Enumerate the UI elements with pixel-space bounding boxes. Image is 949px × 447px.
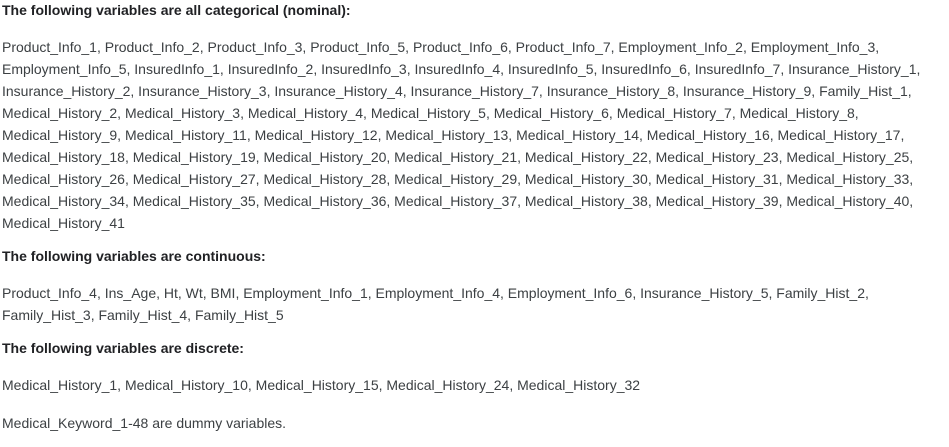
dummy-variables-note: Medical_Keyword_1-48 are dummy variables.	[2, 415, 287, 431]
continuous-heading: The following variables are continuous:	[2, 248, 266, 264]
categorical-variables-list: Product_Info_1, Product_Info_2, Product_Info_3, Product_Info_5, Product_Info_6, Product_Info_7, Employment_Info_2, Employment_Info_3, Employment_Info_5, InsuredInfo_1, InsuredInfo_2, InsuredInfo_3, InsuredInfo_4, InsuredInfo_5, InsuredInfo_6, InsuredInfo_7, Insurance_History_1, Insurance_History_2, Insurance_History_3, Insurance_History_4, Insurance_History_7, Insurance_History_8, Insurance_History_9, Family_Hist_1, Medical_History_2, Medical_History_3, Medical_History_4, Medical_History_5, Medical_History_6, Medical_History_7, Medical_History_8, Medical_History_9, Medical_History_11, Medical_History_12, Medical_History_13, Medical_History_14, Medical_History_16, Medical_History_17, Medical_History_18, Medical_History_19, Medical_History_20, Medical_History_21, Medical_History_22, Medical_History_23, Medical_History_25, Medical_History_26, Medical_History_27, Medical_History_28, Medical_History_29, Medical_History_30, Medical_History_31, Medical_History_33, Medical_History_34, Medical_History_35, Medical_History_36, Medical_History_37, Medical_History_38, Medical_History_39, Medical_History_40, Medical_History_41	[2, 39, 921, 231]
categorical-heading: The following variables are all categorical (nominal):	[2, 2, 351, 18]
discrete-variables-list: Medical_History_1, Medical_History_10, Medical_History_15, Medical_History_24, Medical_History_32	[2, 377, 641, 393]
continuous-variables-list: Product_Info_4, Ins_Age, Ht, Wt, BMI, Employment_Info_1, Employment_Info_4, Employment_Info_6, Insurance_History_5, Family_Hist_2, Family_Hist_3, Family_Hist_4, Family_Hist_5	[2, 285, 869, 323]
discrete-heading: The following variables are discrete:	[2, 340, 244, 356]
